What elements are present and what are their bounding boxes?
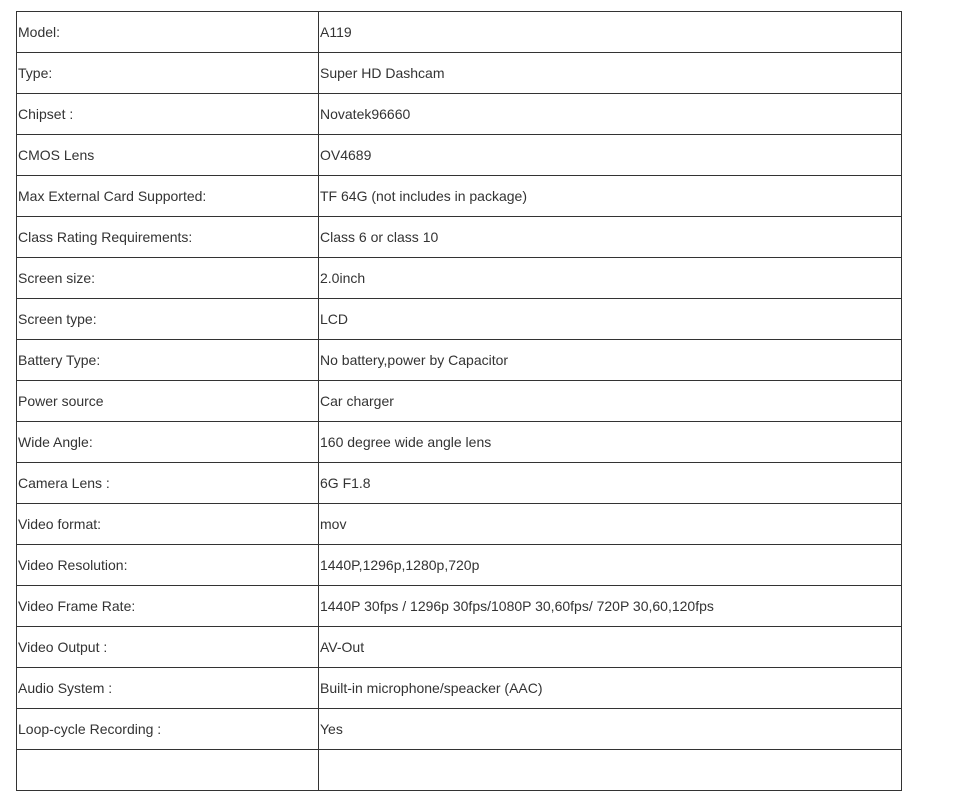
table-row <box>17 545 902 586</box>
spec-value: 2.0inch <box>319 258 902 299</box>
spec-value: mov <box>319 504 902 545</box>
spec-value: Novatek96660 <box>319 94 902 135</box>
table-row <box>17 94 902 135</box>
table-row <box>17 12 902 53</box>
table-row <box>17 53 902 94</box>
spec-label: Max External Card Supported: <box>17 176 319 217</box>
spec-label: Class Rating Requirements: <box>17 217 319 258</box>
spec-label: Video format: <box>17 504 319 545</box>
spec-value: Yes <box>319 709 902 750</box>
spec-value: OV4689 <box>319 135 902 176</box>
table-row <box>17 340 902 381</box>
spec-label: Audio System : <box>17 668 319 709</box>
table-row <box>17 586 902 627</box>
spec-value: 160 degree wide angle lens <box>319 422 902 463</box>
spec-label: Chipset : <box>17 94 319 135</box>
spec-label: Power source <box>17 381 319 422</box>
spec-value: 1440P,1296p,1280p,720p <box>319 545 902 586</box>
spec-value: Super HD Dashcam <box>319 53 902 94</box>
spec-value: LCD <box>319 299 902 340</box>
spec-value: 1440P 30fps / 1296p 30fps/1080P 30,60fps/ 720P 30,60,120fps <box>319 586 902 627</box>
spec-value: No battery,power by Capacitor <box>319 340 902 381</box>
spec-label: Video Frame Rate: <box>17 586 319 627</box>
table-row <box>17 381 902 422</box>
spec-label: Type: <box>17 53 319 94</box>
table-row <box>17 135 902 176</box>
spec-label: Wide Angle: <box>17 422 319 463</box>
table-row <box>17 750 902 791</box>
spec-value: TF 64G (not includes in package) <box>319 176 902 217</box>
spec-label: Screen size: <box>17 258 319 299</box>
spec-value <box>319 750 902 791</box>
spec-label: Loop-cycle Recording : <box>17 709 319 750</box>
spec-value: 6G F1.8 <box>319 463 902 504</box>
spec-label: Camera Lens : <box>17 463 319 504</box>
spec-label: Screen type: <box>17 299 319 340</box>
spec-label: Battery Type: <box>17 340 319 381</box>
spec-value: Car charger <box>319 381 902 422</box>
spec-value: Built-in microphone/speacker (AAC) <box>319 668 902 709</box>
table-row <box>17 463 902 504</box>
spec-label: Model: <box>17 12 319 53</box>
spec-value: Class 6 or class 10 <box>319 217 902 258</box>
table-row <box>17 299 902 340</box>
table-row <box>17 627 902 668</box>
spec-value: A119 <box>319 12 902 53</box>
table-row <box>17 258 902 299</box>
table-row <box>17 668 902 709</box>
spec-label: Video Resolution: <box>17 545 319 586</box>
spec-label: CMOS Lens <box>17 135 319 176</box>
table-row <box>17 709 902 750</box>
spec-table <box>16 11 902 791</box>
spec-table-body <box>17 12 902 791</box>
table-row <box>17 176 902 217</box>
spec-label: Video Output : <box>17 627 319 668</box>
table-row <box>17 422 902 463</box>
table-row <box>17 504 902 545</box>
table-row <box>17 217 902 258</box>
spec-label <box>17 750 319 791</box>
spec-value: AV-Out <box>319 627 902 668</box>
